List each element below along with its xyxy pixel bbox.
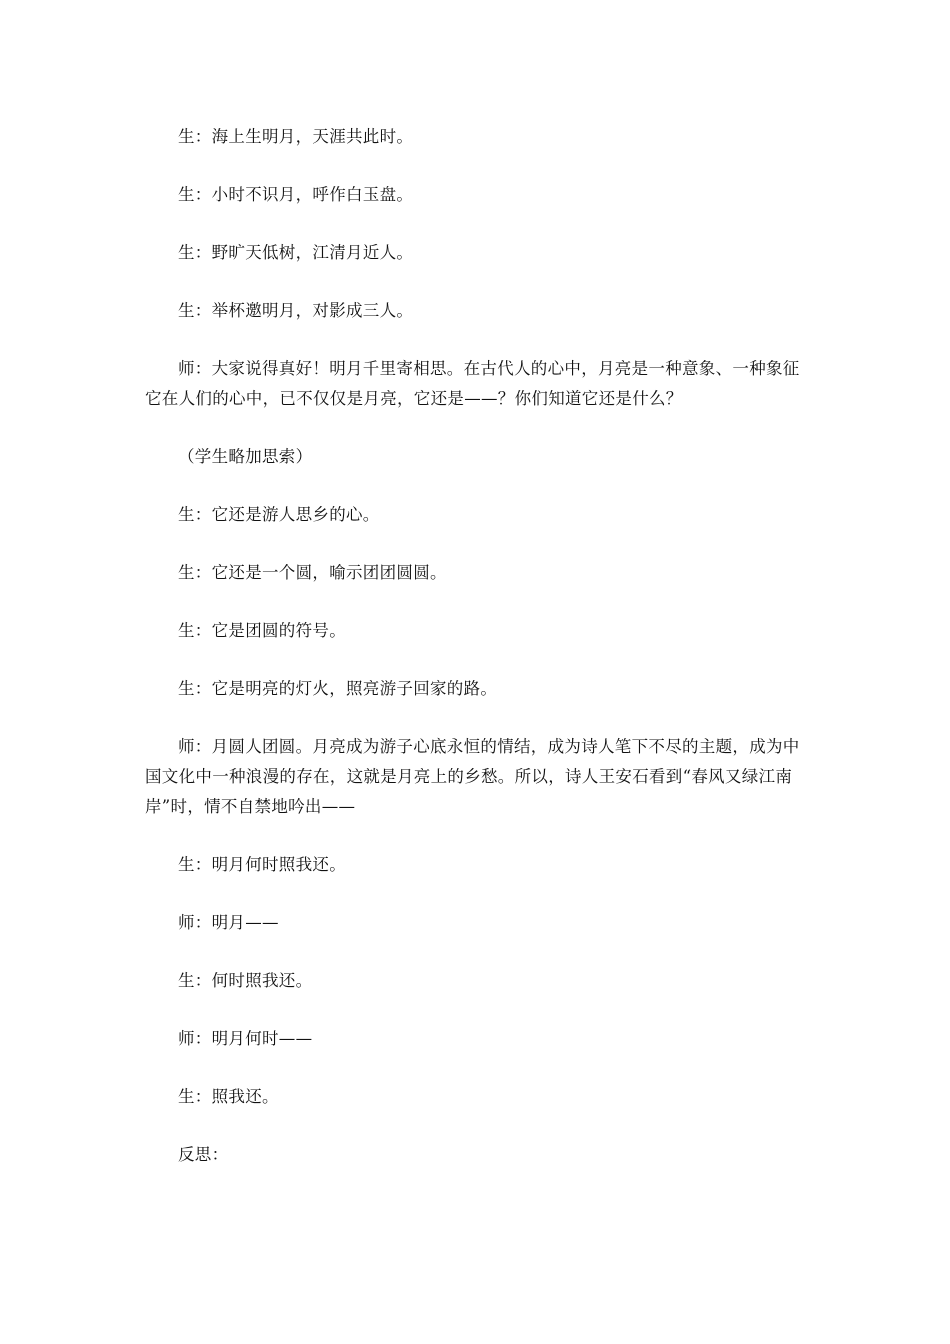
paragraph-student-line: 生：小时不识月，呼作白玉盘。 xyxy=(178,185,414,204)
paragraph-student-line: 生：明月何时照我还。 xyxy=(178,855,346,874)
paragraph-student-line: 生：野旷天低树，江清月近人。 xyxy=(178,243,414,262)
paragraph-teacher-line: 师：明月何时—— xyxy=(178,1029,313,1048)
paragraph-student-line: 生：何时照我还。 xyxy=(178,971,313,990)
paragraph-student-line: 生：海上生明月，天涯共此时。 xyxy=(178,127,414,146)
paragraph-reflection-heading: 反思： xyxy=(178,1145,229,1164)
document-body xyxy=(145,122,810,1198)
paragraph-student-line: 生：举杯邀明月，对影成三人。 xyxy=(178,301,414,320)
paragraph-student-line: 生：它是明亮的灯火，照亮游子回家的路。 xyxy=(178,679,498,698)
paragraph-student-line: 生：它是团圆的符号。 xyxy=(178,621,346,640)
paragraph-teacher-line: 师：明月—— xyxy=(178,913,279,932)
paragraph-teacher-line: 师：月圆人团圆。月亮成为游子心底永恒的情结，成为诗人笔下不尽的主题，成为中国文化中一种浪漫的存在，这就是月亮上的乡愁。所以，诗人王安石看到“春风又绿江南岸”时，情不自禁地吟出—— xyxy=(145,737,800,816)
paragraph-teacher-line: 师：大家说得真好！明月千里寄相思。在古代人的心中，月亮是一种意象、一种象征它在人们的心中，已不仅仅是月亮，它还是——？你们知道它还是什么？ xyxy=(145,359,800,408)
paragraph-student-line: 生：照我还。 xyxy=(178,1087,279,1106)
paragraph-student-line: 生：它还是一个圆，喻示团团圆圆。 xyxy=(178,563,447,582)
paragraph-student-line: 生：它还是游人思乡的心。 xyxy=(178,505,380,524)
paragraph-stage-direction: （学生略加思索） xyxy=(178,447,313,466)
